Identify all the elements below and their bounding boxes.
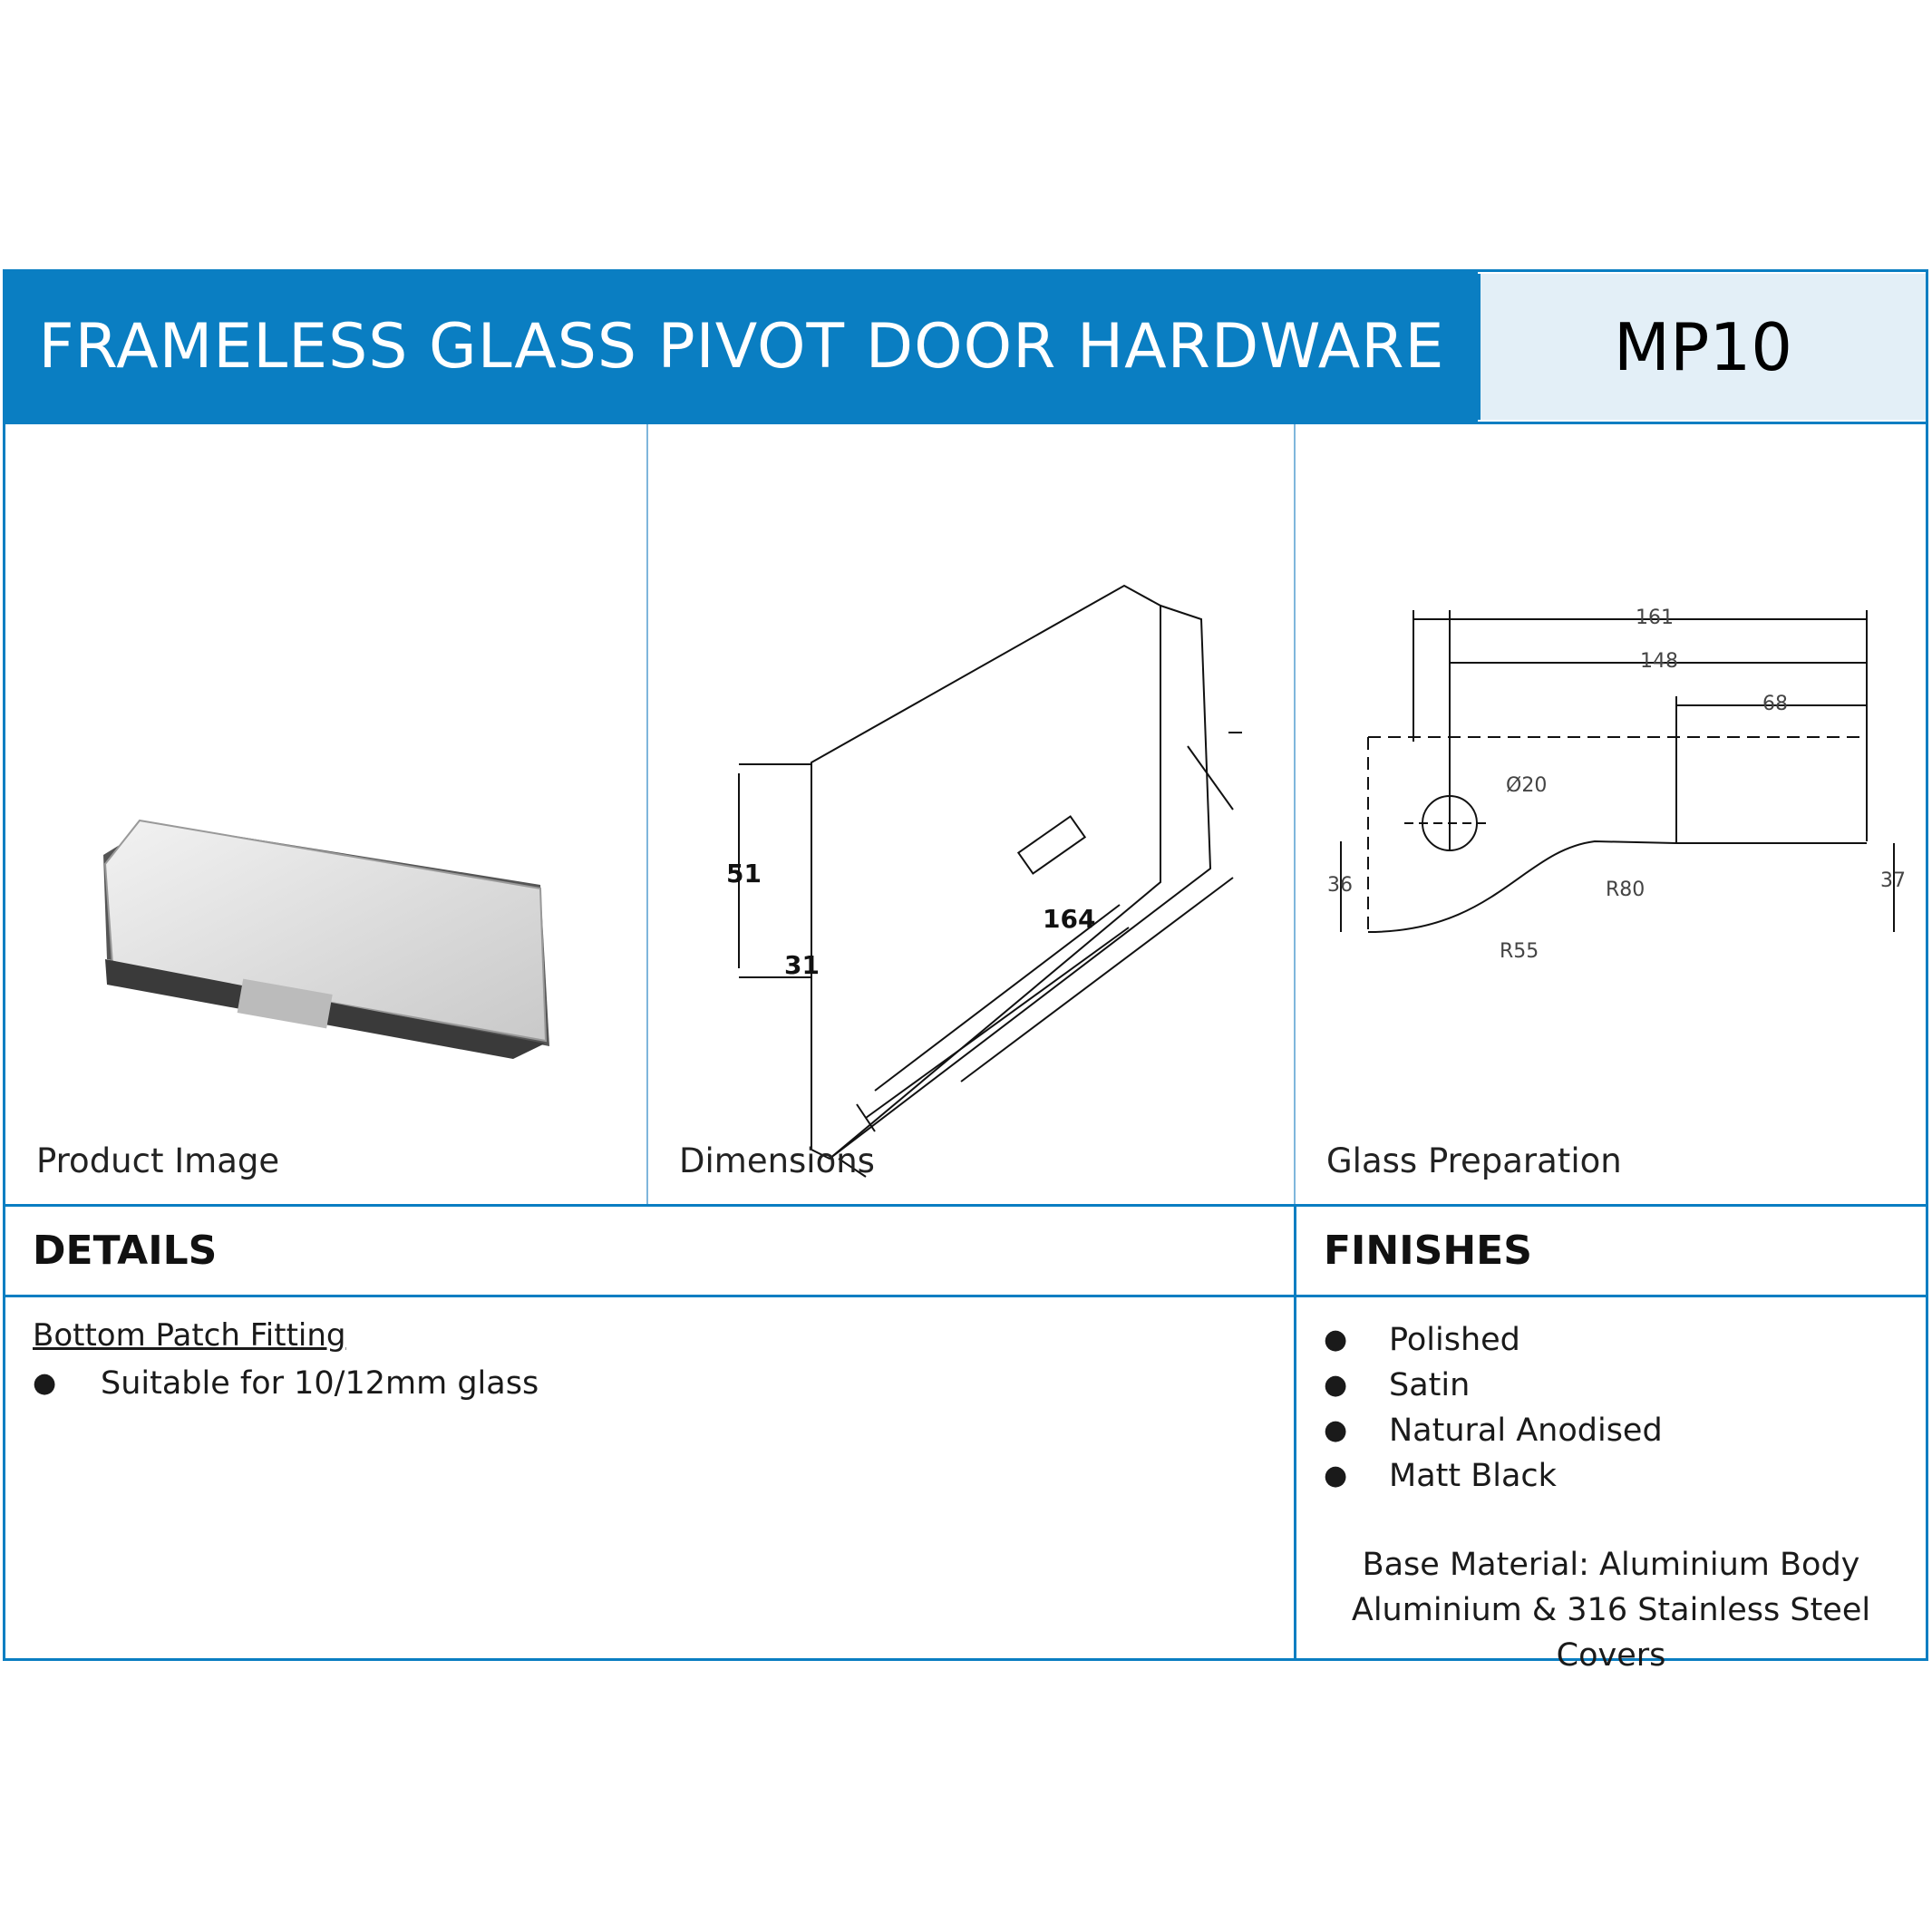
bullet-icon: ● xyxy=(1324,1414,1348,1446)
list-item: ● Satin xyxy=(1324,1363,1926,1408)
glass-prep-drawing xyxy=(1296,424,1927,1204)
details-list xyxy=(33,1361,1294,1406)
gp-r55: R55 xyxy=(1500,940,1539,963)
gp-148: 148 xyxy=(1640,650,1678,673)
dim-length: 164 xyxy=(1043,904,1096,934)
dim-depth: 31 xyxy=(784,950,820,980)
header xyxy=(5,272,1926,422)
finishes-list xyxy=(1324,1317,1926,1499)
details-section xyxy=(5,1297,1294,1658)
dimensions-panel xyxy=(646,424,1294,1204)
spec-sheet xyxy=(3,269,1928,1674)
details-subtitle: Bottom Patch Fitting xyxy=(33,1317,346,1354)
product-image-panel xyxy=(5,424,646,1204)
dim-height: 51 xyxy=(726,859,762,888)
product-photo xyxy=(5,424,646,1204)
glass-caption: Glass Preparation xyxy=(1326,1141,1622,1180)
details-heading: DETAILS xyxy=(33,1228,218,1274)
product-code: MP10 xyxy=(1478,274,1926,420)
bullet-icon: ● xyxy=(1324,1324,1348,1355)
gp-r80: R80 xyxy=(1606,879,1646,901)
heading-row xyxy=(5,1207,1926,1297)
gp-37: 37 xyxy=(1880,869,1906,892)
gp-68: 68 xyxy=(1762,693,1788,715)
bullet-icon: ● xyxy=(33,1367,57,1399)
glass-prep-panel xyxy=(1294,424,1927,1204)
image-row xyxy=(5,422,1926,1207)
finishes-heading: FINISHES xyxy=(1294,1207,1926,1295)
gp-hole: Ø20 xyxy=(1506,774,1548,797)
dimensions-drawing xyxy=(648,424,1296,1204)
bullet-icon: ● xyxy=(1324,1369,1348,1401)
list-item: ● Suitable for 10/12mm glass xyxy=(33,1361,1294,1406)
bullet-icon: ● xyxy=(1324,1460,1348,1491)
gp-161: 161 xyxy=(1636,607,1674,629)
list-item: ● Polished xyxy=(1324,1317,1926,1363)
body-row xyxy=(5,1297,1926,1674)
gp-36: 36 xyxy=(1327,874,1353,897)
finishes-section xyxy=(1294,1297,1926,1674)
dimensions-caption: Dimensions xyxy=(679,1141,875,1180)
list-item: ● Matt Black xyxy=(1324,1453,1926,1499)
base-material: Base Material: Aluminium Body Aluminium & 316 Stainless Steel Covers xyxy=(1351,1547,1871,1674)
list-item: ● Natural Anodised xyxy=(1324,1408,1926,1453)
product-caption: Product Image xyxy=(36,1141,280,1180)
page-title: FRAMELESS GLASS PIVOT DOOR HARDWARE xyxy=(5,272,1478,422)
